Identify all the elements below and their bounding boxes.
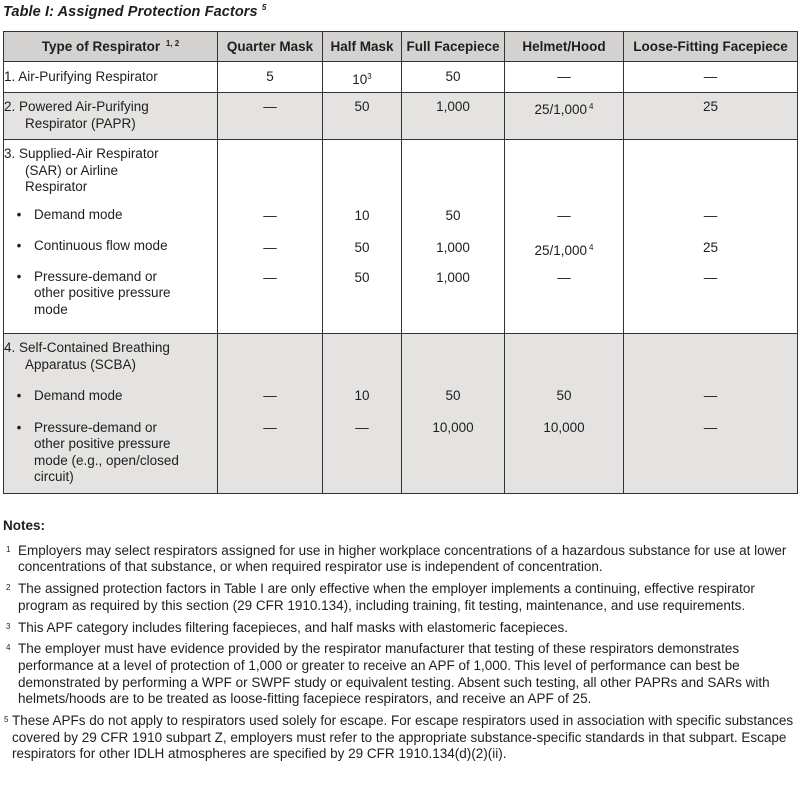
- note-text: This APF category includes filtering facepieces, and half masks with elastomeric facepieces.: [18, 619, 569, 635]
- cell-value: —: [557, 208, 571, 223]
- cell-helmet: [505, 93, 624, 140]
- cell-loose: [624, 93, 798, 140]
- cell-value: —: [263, 208, 277, 223]
- cell-quarter: [218, 140, 323, 334]
- cell-value: —: [703, 208, 718, 223]
- header-half-mask: Half Mask: [323, 32, 402, 62]
- cell-value: —: [557, 270, 571, 285]
- cell-value-text: 25/1,000: [534, 242, 588, 258]
- sub-item-line: other positive pressure: [34, 285, 171, 300]
- row-label: [4, 62, 218, 93]
- cell-helmet: [505, 62, 624, 93]
- cell-helmet: [505, 140, 624, 334]
- cell-value: 10: [354, 388, 370, 403]
- cell-quarter: [218, 334, 323, 494]
- sub-item-line: other positive pressure: [34, 436, 171, 451]
- cell-value: —: [355, 419, 369, 435]
- footnote-marker: 4: [589, 102, 594, 111]
- row-label-line: Apparatus (SCBA): [25, 356, 137, 372]
- bullet: •: [16, 419, 22, 435]
- notes-section: [3, 518, 797, 768]
- cell-value: 50: [354, 270, 370, 285]
- cell-full: [402, 334, 505, 494]
- cell-value: 50: [445, 208, 461, 223]
- header-row: [4, 32, 798, 62]
- sub-item-line: circuit): [34, 469, 74, 484]
- row-label-line: 2. Powered Air-Purifying: [4, 99, 149, 114]
- cell-value: 50: [445, 388, 461, 403]
- cell-value: 10,000: [432, 419, 474, 435]
- table-row: [4, 62, 798, 93]
- bullet: •: [16, 206, 22, 222]
- sub-item-line: Pressure-demand or: [34, 268, 158, 284]
- header-type-label: Type of Respirator: [41, 39, 161, 54]
- note-number: 3: [6, 621, 11, 631]
- table-row: [4, 140, 798, 334]
- cell-quarter: [218, 93, 323, 140]
- sub-item-label: Demand mode: [34, 206, 123, 222]
- cell-half: [323, 93, 402, 140]
- cell-value: —: [263, 239, 277, 255]
- notes-heading: Notes:: [3, 518, 46, 533]
- note-4: [3, 641, 797, 708]
- cell-quarter: [218, 62, 323, 93]
- header-helmet-hood: Helmet/Hood: [505, 32, 624, 62]
- row-label-line: Respirator (PAPR): [25, 115, 136, 131]
- row-label-line: (SAR) or Airline: [25, 162, 119, 178]
- bullet: •: [16, 388, 22, 403]
- note-number: 2: [6, 583, 11, 593]
- note-text: Employers may select respirators assigned for use in higher workplace concentrations of a hazardous substance for use at lower concentrations of that substance, or when required respirator use is independent of concentration.: [18, 542, 787, 575]
- cell-value-text: 10: [352, 72, 368, 87]
- cell-value: —: [703, 419, 718, 435]
- sub-item-label: Demand mode: [34, 388, 123, 403]
- note-number: 5: [4, 715, 9, 725]
- note-2: [3, 581, 797, 614]
- table-row: [4, 93, 798, 140]
- header-type-footnote: 1, 2: [165, 39, 180, 48]
- cell-value: —: [263, 99, 277, 114]
- bullet: •: [16, 268, 22, 284]
- row-label-line: 3. Supplied-Air Respirator: [4, 146, 159, 161]
- cell-value: 50: [354, 99, 370, 114]
- cell-value: —: [557, 69, 571, 84]
- cell-value: 25: [702, 99, 719, 114]
- cell-loose: [624, 334, 798, 494]
- row-label-text: 1. Air-Purifying Respirator: [4, 69, 158, 84]
- note-number: 4: [6, 643, 11, 653]
- sub-item-pressure: [4, 269, 217, 319]
- sub-item-label: Continuous flow mode: [34, 238, 168, 253]
- cell-value: 10: [354, 208, 370, 223]
- sub-item-demand: [4, 207, 217, 224]
- cell-value: —: [703, 69, 718, 84]
- table-title-text: Table I: Assigned Protection Factors: [3, 4, 258, 20]
- cell-helmet: [505, 334, 624, 494]
- sub-item-label: [34, 420, 217, 486]
- header-type: [4, 32, 218, 62]
- cell-value: —: [263, 388, 277, 403]
- row-label: [4, 93, 218, 140]
- sub-item-demand: [4, 388, 217, 405]
- cell-value: 1,000: [436, 239, 470, 255]
- cell-value: 10,000: [543, 419, 585, 435]
- cell-half: [323, 140, 402, 334]
- note-5: [3, 713, 797, 763]
- note-3: [3, 620, 797, 637]
- sub-item-label: [34, 269, 217, 319]
- cell-value: 50: [445, 69, 461, 84]
- note-text: These APFs do not apply to respirators used solely for escape. For escape respirators used in association with specific substances covered by 29 CFR 1910 subpart Z, employers must refer to the appropriate substance-specific standards in that subpart. Escape respirators for other IDLH atmospheres are specified by 29 CFR 1910.134(d)(2)(ii).: [12, 713, 794, 762]
- header-quarter-mask: Quarter Mask: [218, 32, 323, 62]
- cell-full: [402, 62, 505, 93]
- sub-item-line: mode (e.g., open/closed: [34, 452, 179, 468]
- cell-loose: [624, 62, 798, 93]
- sub-item-line: mode: [34, 301, 68, 317]
- title-footnote-marker: 5: [261, 3, 267, 12]
- sub-item-line: Pressure-demand or: [34, 419, 158, 435]
- cell-value: 5: [266, 69, 274, 84]
- cell-loose: [624, 140, 798, 334]
- row-label-line: Respirator: [25, 179, 88, 194]
- cell-value: [323, 69, 401, 86]
- note-text: The employer must have evidence provided by the respirator manufacturer that testing of these respirators demonstrates performance at a level of protection of 1,000 or greater to receive an APF of 1,000. This level of performance can best be demonstrated by performing a WPF or SWPF study or equivalent testing. Absent such testing, all other PAPRs and SARs with helmets/hoods are to be treated as loose-fitting facepiece respirators, and receive an APF of 25.: [18, 641, 770, 707]
- header-full-facepiece: Full Facepiece: [402, 32, 505, 62]
- cell-value: —: [703, 388, 718, 403]
- cell-value: 1,000: [436, 99, 470, 114]
- note-number: 1: [6, 544, 11, 554]
- cell-value: [505, 240, 623, 257]
- cell-full: [402, 140, 505, 334]
- cell-value: 50: [556, 388, 572, 403]
- cell-half: [323, 334, 402, 494]
- cell-value: 1,000: [436, 270, 470, 285]
- cell-half: [323, 62, 402, 93]
- cell-value: —: [263, 270, 277, 285]
- cell-full: [402, 93, 505, 140]
- cell-value-text: 25/1,000: [534, 102, 588, 117]
- cell-value: 50: [354, 239, 370, 255]
- apf-table: [3, 31, 798, 494]
- header-loose-fitting: Loose-Fitting Facepiece: [624, 32, 798, 62]
- sub-item-pressure: [4, 420, 217, 486]
- sub-item-continuous: [4, 238, 217, 255]
- footnote-marker: 3: [367, 72, 372, 81]
- cell-value: 25: [702, 239, 719, 255]
- note-text: The assigned protection factors in Table I are only effective when the employer implements a continuing, effective respirator program as required by this section (29 CFR 1910.134), including training, fit testing, maintenance, and use requirements.: [18, 581, 755, 613]
- row-label: [4, 140, 218, 334]
- table-row: [4, 334, 798, 494]
- cell-value: —: [703, 270, 718, 285]
- row-label-line: 4. Self-Contained Breathing: [4, 340, 170, 355]
- cell-value: [505, 99, 623, 116]
- bullet: •: [16, 238, 22, 253]
- table-title: [3, 3, 266, 20]
- footnote-marker: 4: [589, 242, 594, 252]
- note-1: [3, 543, 797, 576]
- row-label: [4, 334, 218, 494]
- cell-value: —: [263, 419, 277, 435]
